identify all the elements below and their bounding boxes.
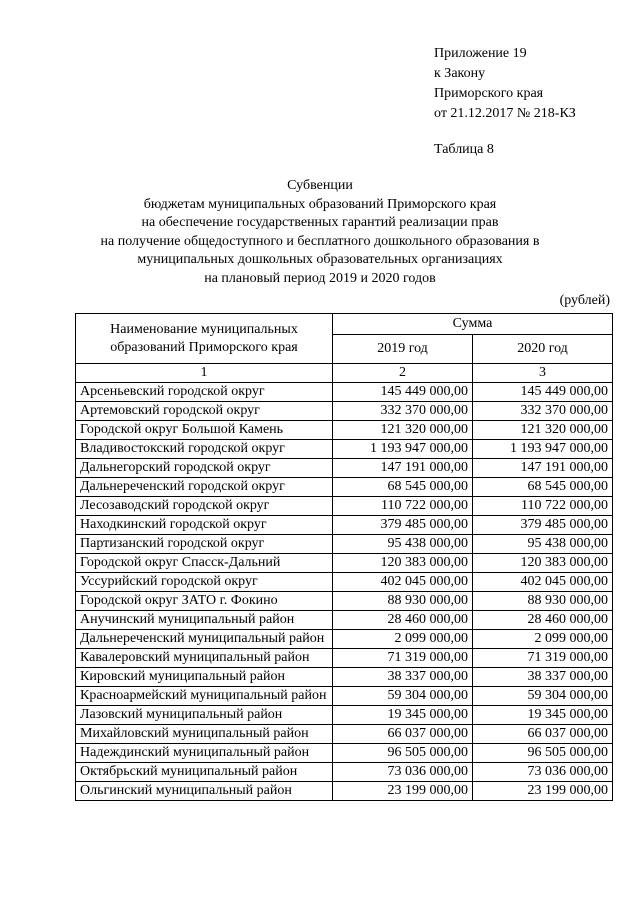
table-row [76,478,613,497]
amount-2019: 402 045 000,00 [333,573,473,592]
title-line: муниципальных дошкольных образовательных организациях [137,252,503,267]
amount-2020: 1 193 947 000,00 [473,440,613,459]
table-row [76,706,613,725]
table-row [76,497,613,516]
amount-2019: 66 037 000,00 [333,725,473,744]
amount-2020: 38 337 000,00 [473,668,613,687]
appendix-line: от 21.12.2017 № 218-КЗ [434,106,576,121]
amount-2020: 88 930 000,00 [473,592,613,611]
amount-2020: 95 438 000,00 [473,535,613,554]
title-line: на плановый период 2019 и 2020 годов [204,270,436,286]
amount-2019: 95 438 000,00 [333,535,473,554]
municipality-name: Находкинский городской округ [76,516,333,535]
table-row [76,649,613,668]
amount-2020: 71 319 000,00 [473,649,613,668]
municipality-name: Октябрьский муниципальный район [76,763,333,782]
amount-2019: 23 199 000,00 [333,782,473,801]
table-row [76,402,613,421]
table-row [76,516,613,535]
table-row [76,573,613,592]
municipality-name: Артемовский городской округ [76,402,333,421]
amount-2019: 1 193 947 000,00 [333,440,473,459]
amount-2020: 23 199 000,00 [473,782,613,801]
municipality-name: Красноармейский муниципальный район [76,687,333,706]
municipality-name: Партизанский городской округ [76,535,333,554]
amount-2019: 145 449 000,00 [333,383,473,402]
table-number: Таблица 8 [434,142,494,157]
amount-2020: 145 449 000,00 [473,383,613,402]
title-line: бюджетам муниципальных образований Приморского края [143,196,497,212]
municipality-name: Дальнереченский городской округ [76,478,333,497]
document-title [0,177,640,288]
municipality-name: Кавалеровский муниципальный район [76,649,333,668]
table-header [76,314,613,364]
subventions-table [75,313,613,801]
amount-2019: 28 460 000,00 [333,611,473,630]
appendix-block [434,44,576,124]
table-row [76,611,613,630]
title-line: на получение общедоступного и бесплатного дошкольного образования в [100,233,540,249]
table-row [76,459,613,478]
amount-2020: 110 722 000,00 [473,497,613,516]
appendix-line: Приморского края [434,86,544,101]
amount-2019: 110 722 000,00 [333,497,473,516]
amount-2020: 332 370 000,00 [473,402,613,421]
municipality-name: Лазовский муниципальный район [76,706,333,725]
table-row [76,440,613,459]
municipality-name: Надеждинский муниципальный район [76,744,333,763]
amount-2020: 121 320 000,00 [473,421,613,440]
municipality-name: Уссурийский городской округ [76,573,333,592]
municipality-name: Анучинский муниципальный район [76,611,333,630]
table-row [76,630,613,649]
municipality-name: Владивостокский городской округ [76,440,333,459]
units-label: (рублей) [559,293,610,308]
amount-2020: 19 345 000,00 [473,706,613,725]
municipality-name: Городской округ Большой Камень [76,421,333,440]
column-header-sum: Сумма [333,314,613,335]
amount-2019: 147 191 000,00 [333,459,473,478]
table-row [76,744,613,763]
table-row [76,725,613,744]
amount-2020: 68 545 000,00 [473,478,613,497]
municipality-name: Дальнегорский городской округ [76,459,333,478]
amount-2020: 120 383 000,00 [473,554,613,573]
column-header-2020: 2020 год [473,335,613,364]
amount-2019: 2 099 000,00 [333,630,473,649]
table-row [76,763,613,782]
municipality-name: Лесозаводский городской округ [76,497,333,516]
column-header-2019: 2019 год [333,335,473,364]
amount-2019: 332 370 000,00 [333,402,473,421]
column-index: 3 [473,364,613,383]
amount-2020: 66 037 000,00 [473,725,613,744]
amount-2019: 121 320 000,00 [333,421,473,440]
column-index-row [76,364,613,383]
table-row [76,782,613,801]
municipality-name: Дальнереченский муниципальный район [76,630,333,649]
amount-2019: 73 036 000,00 [333,763,473,782]
column-header-name: Наименование муниципальных образований Приморского края [76,314,333,364]
title-line: на обеспечение государственных гарантий реализации прав [141,215,499,230]
table-row [76,687,613,706]
amount-2019: 120 383 000,00 [333,554,473,573]
table-row [76,535,613,554]
table-row [76,383,613,402]
table-row [76,421,613,440]
amount-2020: 96 505 000,00 [473,744,613,763]
municipality-name: Городской округ Спасск-Дальний [76,554,333,573]
amount-2020: 59 304 000,00 [473,687,613,706]
municipality-name: Кировский муниципальный район [76,668,333,687]
municipality-name: Михайловский муниципальный район [76,725,333,744]
municipality-name: Ольгинский муниципальный район [76,782,333,801]
municipality-name: Арсеньевский городской округ [76,383,333,402]
amount-2019: 96 505 000,00 [333,744,473,763]
amount-2020: 147 191 000,00 [473,459,613,478]
table-body [76,364,613,801]
table-row [76,668,613,687]
amount-2019: 68 545 000,00 [333,478,473,497]
amount-2020: 402 045 000,00 [473,573,613,592]
amount-2019: 38 337 000,00 [333,668,473,687]
amount-2020: 73 036 000,00 [473,763,613,782]
municipality-name: Городской округ ЗАТО г. Фокино [76,592,333,611]
column-index: 2 [333,364,473,383]
amount-2019: 19 345 000,00 [333,706,473,725]
amount-2020: 379 485 000,00 [473,516,613,535]
appendix-line: Приложение 19 [434,46,527,61]
table-row [76,592,613,611]
amount-2020: 28 460 000,00 [473,611,613,630]
amount-2019: 71 319 000,00 [333,649,473,668]
title-line: Субвенции [287,178,353,193]
table-row [76,554,613,573]
amount-2019: 59 304 000,00 [333,687,473,706]
amount-2020: 2 099 000,00 [473,630,613,649]
column-index: 1 [76,364,333,383]
amount-2019: 379 485 000,00 [333,516,473,535]
amount-2019: 88 930 000,00 [333,592,473,611]
appendix-line: к Закону [434,66,486,81]
